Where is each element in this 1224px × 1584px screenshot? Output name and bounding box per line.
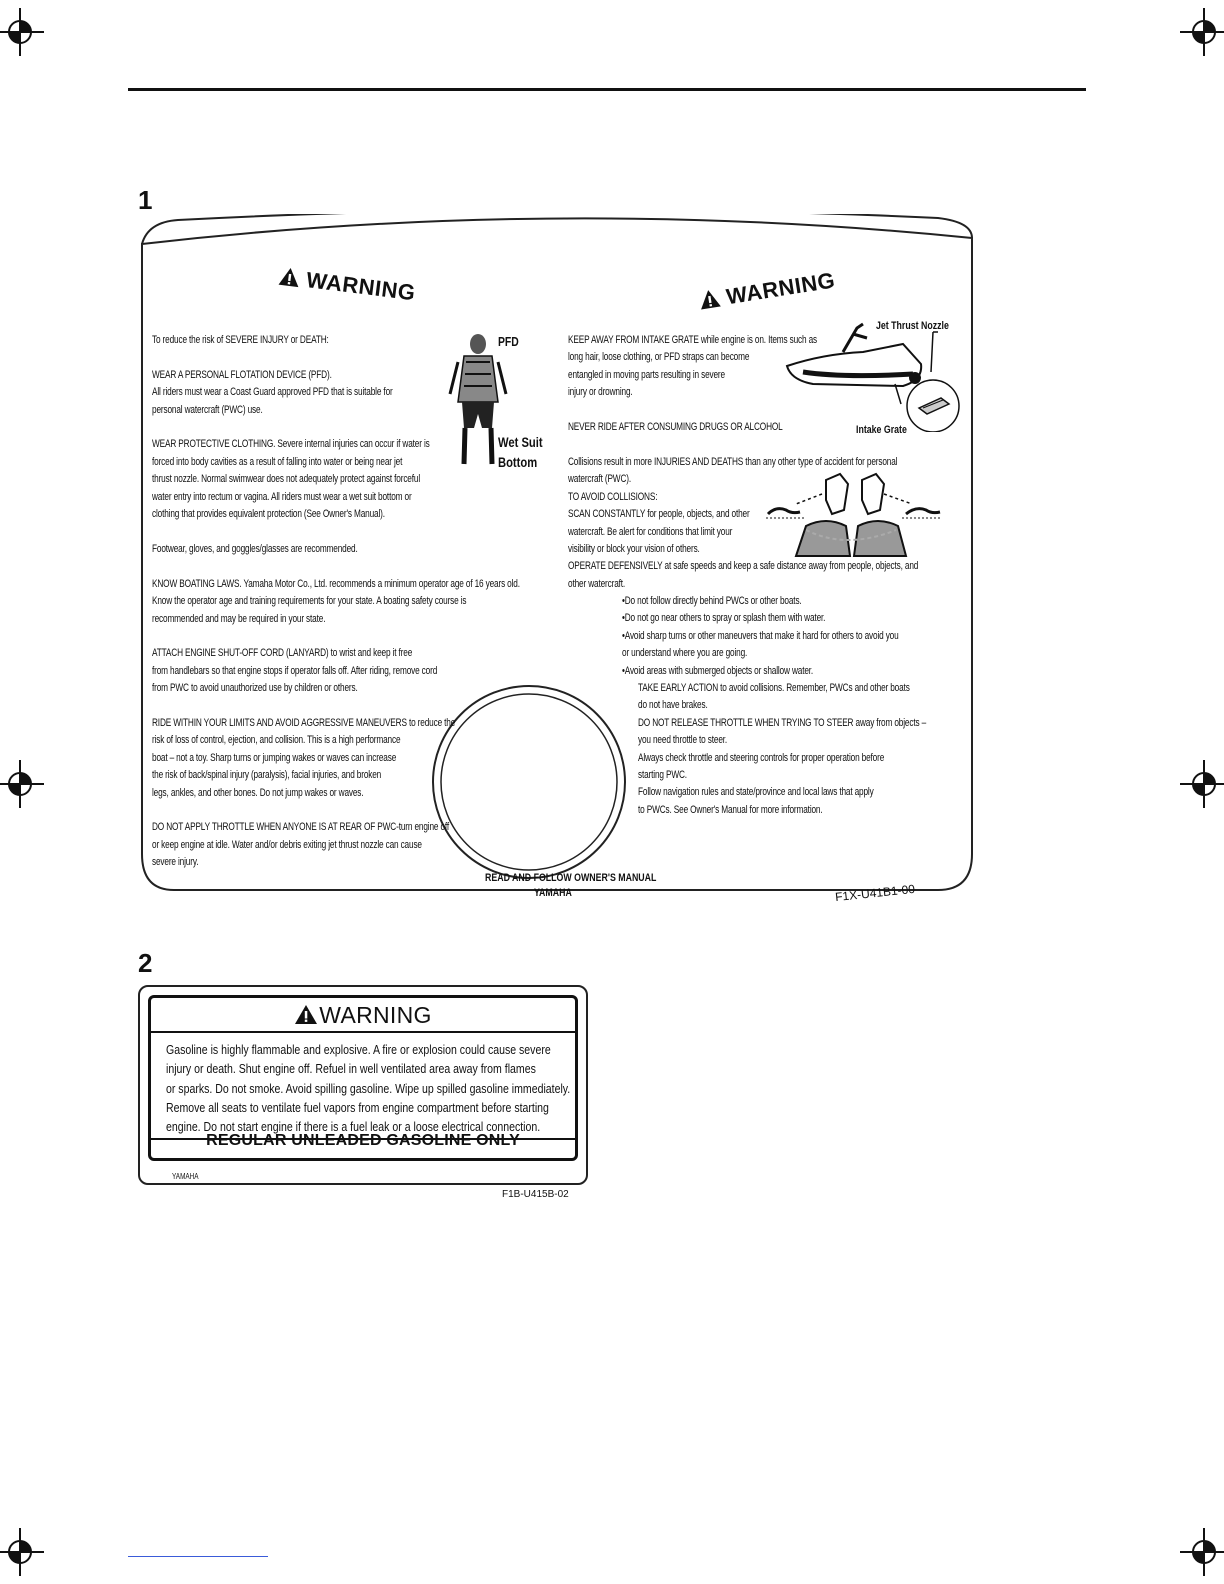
- warning-triangle-icon: [697, 287, 722, 310]
- warning-heading-left: WARNING: [277, 264, 417, 307]
- warning-line: KEEP AWAY FROM INTAKE GRATE while engine is on. Items such as: [568, 334, 818, 346]
- wet-suit-bottom-label: Bottom: [498, 454, 538, 470]
- warning-line: personal watercraft (PWC) use.: [152, 403, 263, 416]
- read-manual-label: READ AND FOLLOW OWNER'S MANUAL: [485, 872, 657, 884]
- figure-number-2: 2: [138, 948, 153, 978]
- warning-line: WEAR PROTECTIVE CLOTHING. Severe internal injuries can occur if water is: [152, 438, 430, 451]
- warning-line: injury or drowning.: [568, 386, 633, 399]
- warning-line: forced into body cavities as a result of falling into water or being near jet: [152, 455, 403, 468]
- warning-line: water entry into rectum or vagina. All riders must wear a wet suit bottom or: [152, 490, 412, 503]
- warning-line: clothing that provides equivalent protection (See Owner's Manual).: [152, 508, 385, 521]
- bullet-line: •Do not follow directly behind PWCs or other boats.: [622, 595, 802, 607]
- yamaha-brand: YAMAHA: [172, 1172, 199, 1181]
- warning-line: [152, 523, 520, 540]
- collision-bullets: [622, 593, 899, 680]
- warning-line: from handlebars so that engine stops if operator falls off. After riding, remove cord: [152, 664, 438, 677]
- unleaded-only-notice: REGULAR UNLEADED GASOLINE ONLY: [206, 1132, 520, 1149]
- fuel-warning-line: Remove all seats to ventilate fuel vapors from engine compartment before starting: [166, 1099, 549, 1115]
- jet-thrust-nozzle-label: Jet Thrust Nozzle: [876, 320, 949, 332]
- divider: [151, 1031, 575, 1033]
- warning-line: or keep engine at idle. Water and/or debris exiting jet thrust nozzle can cause: [152, 838, 422, 851]
- warning-line: To reduce the risk of SEVERE INJURY or DEATH:: [152, 334, 329, 346]
- fuel-warning-heading: WARNING: [151, 1002, 575, 1029]
- fuel-warning-line: or sparks. Do not smoke. Avoid spilling gasoline. Wipe up spilled gasoline immediately.: [166, 1080, 571, 1096]
- right-top-warning-text: [568, 332, 817, 436]
- warning-line: [152, 628, 520, 645]
- warning-line: [152, 558, 520, 575]
- wet-suit-label: Wet Suit: [498, 434, 543, 450]
- warning-line: NEVER RIDE AFTER CONSUMING DRUGS OR ALCOHOL: [568, 421, 783, 434]
- warning-line: other watercraft.: [568, 577, 626, 590]
- warning-line: [568, 402, 817, 419]
- warning-line: KNOW BOATING LAWS. Yamaha Motor Co., Ltd. recommends a minimum operator age of 16 years old.: [152, 577, 520, 590]
- warning-line: Know the operator age and training requirements for your state. A boating safety course is: [152, 595, 467, 608]
- registration-mark-icon: [0, 1528, 44, 1576]
- pfd-label: PFD: [498, 334, 519, 349]
- warning-line: from PWC to avoid unauthorized use by children or others.: [152, 682, 358, 695]
- registration-mark-icon: [1180, 1528, 1224, 1576]
- warning-heading-right: WARNING: [697, 267, 837, 314]
- registration-mark-icon: [1180, 760, 1224, 808]
- warning-triangle-icon: [277, 266, 301, 289]
- fuel-warning-line: engine. Do not start engine if there is a fuel leak or a loose electrical connection.: [166, 1119, 541, 1135]
- warning-line: recommended and may be required in your state.: [152, 612, 326, 625]
- warning-line: ATTACH ENGINE SHUT-OFF CORD (LANYARD) to wrist and keep it free: [152, 647, 413, 660]
- fuel-warning-label: [138, 985, 588, 1185]
- warning-line: starting PWC.: [638, 769, 687, 782]
- right-bottom-warning-text: [638, 680, 926, 819]
- intake-grate-label: Intake Grate: [856, 424, 907, 436]
- figure-number-1: 1: [138, 185, 153, 215]
- warning-line: WEAR A PERSONAL FLOTATION DEVICE (PFD).: [152, 368, 332, 381]
- warning-line: you need throttle to steer.: [638, 734, 728, 747]
- warning-line: the risk of back/spinal injury (paralysis), facial injuries, and broken: [152, 769, 382, 782]
- fuel-warning-line: Gasoline is highly flammable and explosive. A fire or explosion could cause severe: [166, 1042, 551, 1057]
- warning-line: [152, 698, 520, 715]
- bullet-line: or understand where you are going.: [622, 647, 748, 660]
- fuel-warning-inner-frame: [148, 995, 578, 1161]
- warning-line: OPERATE DEFENSIVELY at safe speeds and keep a safe distance away from people, objects, and: [568, 560, 919, 573]
- bullet-line: •Avoid sharp turns or other maneuvers that make it hard for others to avoid you: [622, 629, 899, 642]
- registration-mark-icon: [0, 760, 44, 808]
- warning-line: Always check throttle and steering controls for proper operation before: [638, 751, 885, 764]
- warning-line: entangled in moving parts resulting in severe: [568, 368, 725, 381]
- registration-mark-icon: [1180, 8, 1224, 56]
- pfd-wetsuit-figure-icon: [448, 332, 508, 472]
- fuel-warning-text: [166, 1040, 570, 1136]
- warning-line: DO NOT APPLY THROTTLE WHEN ANYONE IS AT REAR OF PWC-turn engine off: [152, 821, 450, 834]
- warning-triangle-icon: [294, 1004, 318, 1025]
- label-code-1: F1X-U41B1-00: [834, 881, 916, 905]
- warning-line: long hair, loose clothing, or PFD straps can become: [568, 351, 750, 364]
- warning-line: [152, 802, 520, 819]
- header-rule: [128, 88, 1086, 91]
- footer-rule: [128, 1556, 268, 1557]
- warning-line: TAKE EARLY ACTION to avoid collisions. Remember, PWCs and other boats: [638, 682, 910, 694]
- yamaha-brand: YAMAHA: [534, 887, 572, 899]
- warning-line: watercraft (PWC).: [568, 473, 631, 486]
- warning-line: boat – not a toy. Sharp turns or jumping wakes or waves can increase: [152, 751, 397, 764]
- warning-line: Follow navigation rules and state/province and local laws that apply: [638, 786, 874, 799]
- warning-line: Collisions result in more INJURIES AND DEATHS than any other type of accident for personal: [568, 456, 898, 468]
- registration-mark-icon: [0, 8, 44, 56]
- warning-line: thrust nozzle. Normal swimwear does not adequately protect against forceful: [152, 473, 421, 486]
- warning-line: RIDE WITHIN YOUR LIMITS AND AVOID AGGRESSIVE MANEUVERS to reduce the: [152, 716, 456, 729]
- warning-line: severe injury.: [152, 856, 199, 869]
- warning-line: All riders must wear a Coast Guard approved PFD that is suitable for: [152, 386, 393, 399]
- warning-line: watercraft. Be alert for conditions that limit your: [568, 525, 733, 538]
- bullet-line: •Do not go near others to spray or splash them with water.: [622, 612, 826, 625]
- warning-line: to PWCs. See Owner's Manual for more information.: [638, 803, 823, 816]
- warning-line: do not have brakes.: [638, 699, 708, 712]
- bullet-line: •Avoid areas with submerged objects or shallow water.: [622, 664, 814, 677]
- warning-line: legs, ankles, and other bones. Do not jump wakes or waves.: [152, 786, 364, 799]
- label-code-2: F1B-U415B-02: [502, 1189, 569, 1200]
- warning-line: TO AVOID COLLISIONS:: [568, 490, 658, 503]
- warning-line: visibility or block your vision of others.: [568, 543, 700, 556]
- scan-constantly-illustration-icon: [766, 470, 941, 560]
- fuel-warning-line: injury or death. Shut engine off. Refuel in well ventilated area away from flames: [166, 1061, 536, 1077]
- warning-line: SCAN CONSTANTLY for people, objects, and other: [568, 508, 750, 521]
- warning-line: DO NOT RELEASE THROTTLE WHEN TRYING TO STEER away from objects –: [638, 716, 927, 729]
- pwc-warning-label: [138, 214, 976, 908]
- warning-line: Footwear, gloves, and goggles/glasses are recommended.: [152, 542, 358, 555]
- warning-line: risk of loss of control, ejection, and collision. This is a high performance: [152, 734, 401, 747]
